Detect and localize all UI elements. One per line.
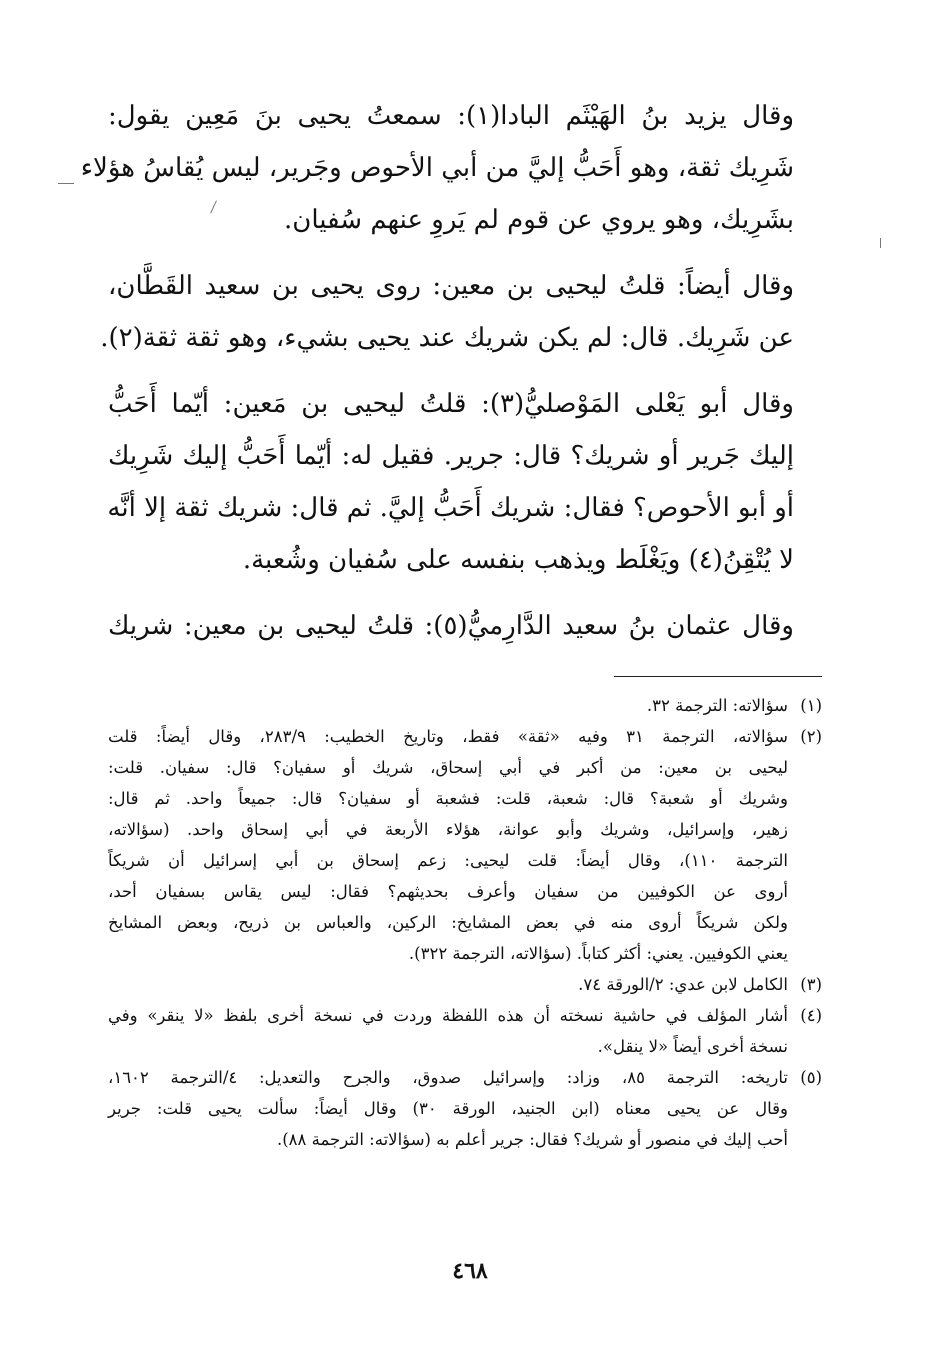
footnote-line: ولكن شريكاً أروى منه في بعض المشايخ: الركين، والعباس بن ذريح، وبعض المشايخ	[108, 913, 788, 932]
footnote-line: الترجمة ١١٠)، وقال أيضاً: قلت ليحيى: زعم إسحاق بن أبي إسرائيل أن شريكاً	[108, 851, 788, 870]
footnote-1	[108, 690, 822, 721]
footnote-line: ليحيى بن معين: من أكبر في أبي إسحاق، شريك أو سفيان؟ قال: سفيان. قلت:	[108, 758, 788, 777]
footnote-line: وقال عن يحيى معناه (ابن الجنيد، الورقة ٣٠) وقال أيضاً: سألت يحيى قلت: جرير	[108, 1099, 788, 1118]
text-line: وقال عثمان بنُ سعيد الدَّارِميُّ(٥): قلتُ ليحيى بن معين: شريك	[108, 611, 794, 641]
footnote-4	[108, 1000, 822, 1062]
footnote-line: الكامل لابن عدي: ٢/الورقة ٧٤.	[578, 975, 788, 994]
footnote-line: سؤالاته، الترجمة ٣١ وفيه «ثقة» فقط، وتاريخ الخطيب: ٢٨٣/٩، وقال أيضاً: قلت	[108, 727, 788, 746]
scan-mark	[880, 238, 881, 248]
footnote-line: أحب إليك في منصور أو شريك؟ فقال: جرير أعلم به (سؤالاته: الترجمة ٨٨).	[276, 1130, 788, 1149]
page-number: ٤٦٨	[452, 1258, 488, 1284]
footnote-separator	[614, 676, 822, 677]
footnote-line: أشار المؤلف في حاشية نسخته أن هذه اللفظة وردت في نسخة أخرى بلفظ «لا ينقر» وفي	[108, 1006, 788, 1025]
main-text	[80, 90, 822, 666]
footnote-number: (٢)	[800, 727, 822, 746]
footnote-line: تاريخه: الترجمة ٨٥، وزاد: وإسرائيل صدوق، والجرح والتعديل: ٤/الترجمة ١٦٠٢،	[108, 1068, 788, 1087]
footnote-line: أروى عن الكوفيين من سفيان وأعرف بحديثهم؟ فقال: ليس يقاس بسفيان أحد،	[108, 882, 788, 901]
paragraph-4	[108, 600, 822, 652]
footnote-3	[108, 969, 822, 1000]
text-line: وقال أيضاً: قلتُ ليحيى بن معين: روى يحيى بن سعيد القَطَّان،	[108, 271, 794, 301]
footnote-number: (٥)	[800, 1068, 822, 1087]
footnote-line: وشريك أو شعبة؟ قال: شعبة، قلت: فشعبة أو سفيان؟ قال: جميعاً واحد. ثم قال:	[108, 789, 788, 808]
footnote-line: سؤالاته: الترجمة ٣٢.	[646, 696, 788, 715]
paragraph-3	[108, 378, 822, 586]
footnote-line: زهير، وإسرائيل، وشريك وأبو عوانة، هؤلاء الأربعة في أبي إسحاق واحد. (سؤالاته،	[108, 820, 788, 839]
text-line: وقال يزيد بنُ الهَيْثَم البادا(١): سمعتُ يحيى بنَ مَعِين يقول:	[108, 101, 794, 131]
text-line: إليك جَرير أو شريك؟ قال: جرير. فقيل له: أيّما أَحَبُّ إليك شَرِيك	[108, 441, 794, 471]
footnote-number: (٣)	[800, 975, 822, 994]
paragraph-1	[80, 90, 822, 246]
footnote-2	[108, 721, 822, 969]
text-line: عن شَرِيك. قال: لم يكن شريك عند يحيى بشيء، وهو ثقة ثقة(٢).	[100, 323, 794, 353]
footnote-line: نسخة أخرى أيضاً «لا ينقل».	[597, 1037, 788, 1056]
text-line: أو أبو الأحوص؟ فقال: شريك أَحَبُّ إليَّ. ثم قال: شريك ثقة إلا أنَّه	[107, 493, 794, 523]
footnote-5	[108, 1062, 822, 1155]
footnote-number: (٤)	[800, 1006, 822, 1025]
footnotes	[108, 690, 822, 1155]
footnote-number: (١)	[800, 696, 822, 715]
text-line: بشَرِيك، وهو يروي عن قوم لم يَروِ عنهم سُفيان.	[284, 205, 794, 235]
paragraph-2	[100, 260, 822, 364]
scan-mark	[58, 183, 74, 184]
footnote-line: يعني الكوفيين. يعني: أكثر كتاباً. (سؤالاته، الترجمة ٣٢٢).	[408, 944, 788, 963]
text-line: لا يُتْقِنُ(٤) ويَغْلَط ويذهب بنفسه على سُفيان وشُعبة.	[242, 545, 794, 575]
text-line: وقال أبو يَعْلى المَوْصليُّ(٣): قلتُ ليحيى بن مَعين: أيّما أَحَبُّ	[108, 389, 794, 419]
text-line: شَرِيك ثقة، وهو أَحَبُّ إليَّ من أبي الأحوص وجَرير، ليس يُقاسُ هؤلاء	[80, 153, 794, 183]
